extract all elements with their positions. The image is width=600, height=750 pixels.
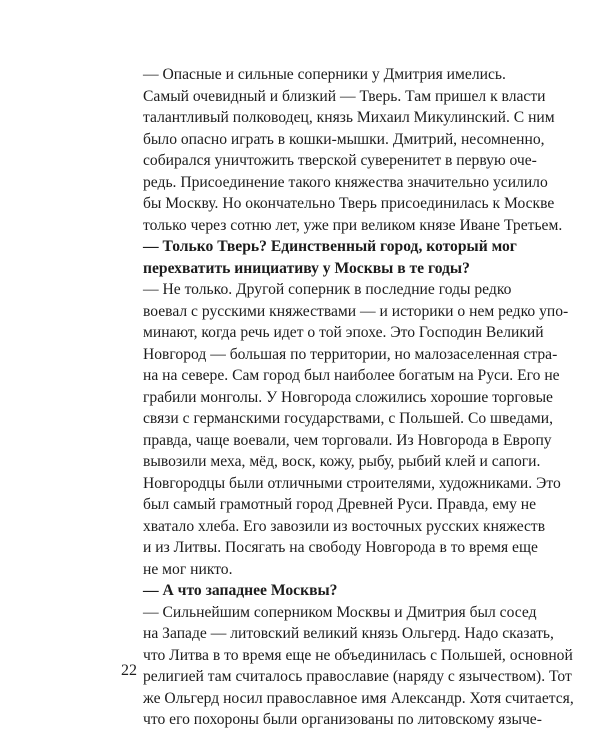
text-line: не мог никто. [143,560,233,578]
text-line: на Западе — литовский великий князь Ольгерд. Надо сказать, [143,625,554,642]
text-line: талантливый полководец, князь Михаил Микулинский. С ним [143,109,555,126]
text-line: Новгород — большая по территории, но малозаселенная стра- [143,345,558,363]
text-line: и из Литвы. Посягать на свободу Новгорода в то время еще [143,539,538,556]
interview-question [121,236,517,279]
text-line: грабили монголы. У Новгорода сложились хорошие торговые [143,388,553,406]
text-line: Самый очевидный и близкий — Тверь. Там пришел к власти [143,87,546,105]
interview-answer [121,602,574,731]
body-text [121,64,574,731]
text-line: было опасно играть в кошки-мышки. Дмитрий, несомненно, [143,130,545,148]
text-line: собирался уничтожить тверской суверенитет в первую оче- [143,152,537,169]
text-line: вывозили меха, мёд, воск, кожу, рыбу, рыбий клей и сапоги. [143,453,541,470]
text-line: был самый грамотный город Древней Руси. Правда, ему не [143,496,537,513]
text-line: только через сотню лет, уже при великом князе Иване Третьем. [143,216,563,234]
text-line: редь. Присоединение такого княжества значительно усилило [143,173,548,191]
page-number: 22 [121,662,137,679]
text-line: правда, чаще воевали, чем торговали. Из Новгорода в Европу [143,431,552,449]
interview-question [121,580,483,602]
text-line: воевал с русскими княжествами — и историки о нем редко упо- [143,302,569,320]
text-line: на на севере. Сам город был наиболее богатым на Руси. Его не [143,367,560,384]
interview-answer [121,279,569,580]
text-line: Новгородцы были отличными строителями, художниками. Это [143,474,561,492]
text-line: — Не только. Другой соперник в последние годы редко [143,281,512,298]
text-line: — Только Тверь? Единственный город, который мог [143,238,517,255]
text-line: перехватить инициативу у Москвы в те годы? [143,259,470,277]
text-line: связи с германскими государствами, с Польшей. Со шведами, [143,410,554,427]
text-line: хватало хлеба. Его завозили из восточных русских княжеств [143,517,546,535]
text-line: религией там считалось православие (наряду с язычеством). Тот [143,668,572,685]
interview-answer [121,64,563,236]
text-line: — Опасные и сильные соперники у Дмитрия имелись. [143,66,506,83]
text-line: — А что западнее Москвы? [143,582,338,599]
text-line: — Сильнейшим соперником Москвы и Дмитрия был сосед [143,603,537,621]
text-line: же Ольгерд носил православное имя Александр. Хотя считается, [143,689,574,707]
text-line: минают, когда речь идет о той эпохе. Это Господин Великий [143,324,544,341]
text-line: что Литва в то время еще не объединилась с Польшей, основной [143,646,573,664]
text-line: бы Москву. Но окончательно Тверь присоединилась к Москве [143,195,555,212]
text-line: что его похороны были организованы по литовскому языче- [143,711,542,728]
